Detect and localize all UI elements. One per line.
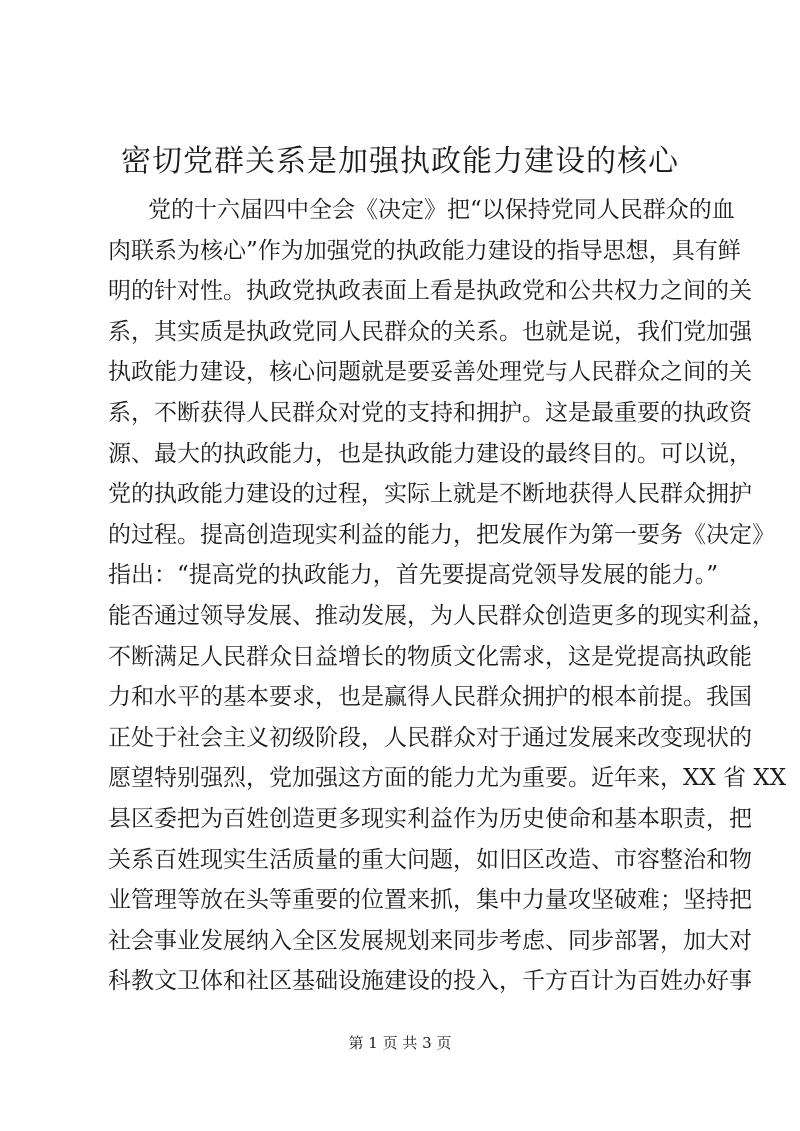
body-line: 正处于社会主义初级阶段，人民群众对于通过发展来改变现状的 (108, 724, 752, 751)
body-line: 愿望特别强烈，党加强这方面的能力尤为重要。近年来，XX 省 XX (108, 765, 787, 792)
body-line: 不断满足人民群众日益增长的物质文化需求，这是党提高执政能 (108, 643, 752, 670)
body-line: 肉联系为核心”作为加强党的执政能力建设的指导思想，具有鲜 (108, 237, 741, 264)
body-line: 执政能力建设，核心问题就是要妥善处理党与人民群众之间的关 (108, 359, 752, 386)
body-line: 县区委把为百姓创造更多现实利益作为历史使命和基本职责，把 (108, 805, 752, 832)
body-line: 指出：“提高党的执政能力，首先要提高党领导发展的能力。” (108, 562, 719, 589)
body-line: 业管理等放在头等重要的位置来抓，集中力量攻坚破难；坚持把 (108, 887, 752, 914)
document-body (108, 190, 787, 1002)
body-line: 明的针对性。执政党执政表面上看是执政党和公共权力之间的关 (108, 278, 752, 305)
body-line: 源、最大的执政能力，也是执政能力建设的最终目的。可以说， (108, 440, 752, 467)
document-title: 密切党群关系是加强执政能力建设的核心 (121, 144, 679, 179)
body-line: 力和水平的基本要求，也是赢得人民群众拥护的根本前提。我国 (108, 684, 752, 711)
body-line: 的过程。提高创造现实利益的能力，把发展作为第一要务《决定》 (108, 521, 775, 548)
body-line: 关系百姓现实生活质量的重大问题，如旧区改造、市容整治和物 (108, 846, 752, 873)
body-line: 能否通过领导发展、推动发展，为人民群众创造更多的现实利益， (108, 602, 775, 629)
body-line: 系，其实质是执政党同人民群众的关系。也就是说，我们党加强 (108, 318, 752, 345)
body-line: 党的执政能力建设的过程，实际上就是不断地获得人民群众拥护 (108, 481, 752, 508)
body-line: 社会事业发展纳入全区发展规划来同步考虑、同步部署，加大对 (108, 927, 752, 954)
page-number-footer: 第 1 页 共 3 页 (348, 1034, 452, 1052)
body-line: 科教文卫体和社区基础设施建设的投入，千方百计为百姓办好事 (108, 968, 752, 995)
body-line: 系，不断获得人民群众对党的支持和拥护。这是最重要的执政资 (108, 399, 752, 426)
body-line: 党的十六届四中全会《决定》把“以保持党同人民群众的血 (148, 197, 735, 223)
